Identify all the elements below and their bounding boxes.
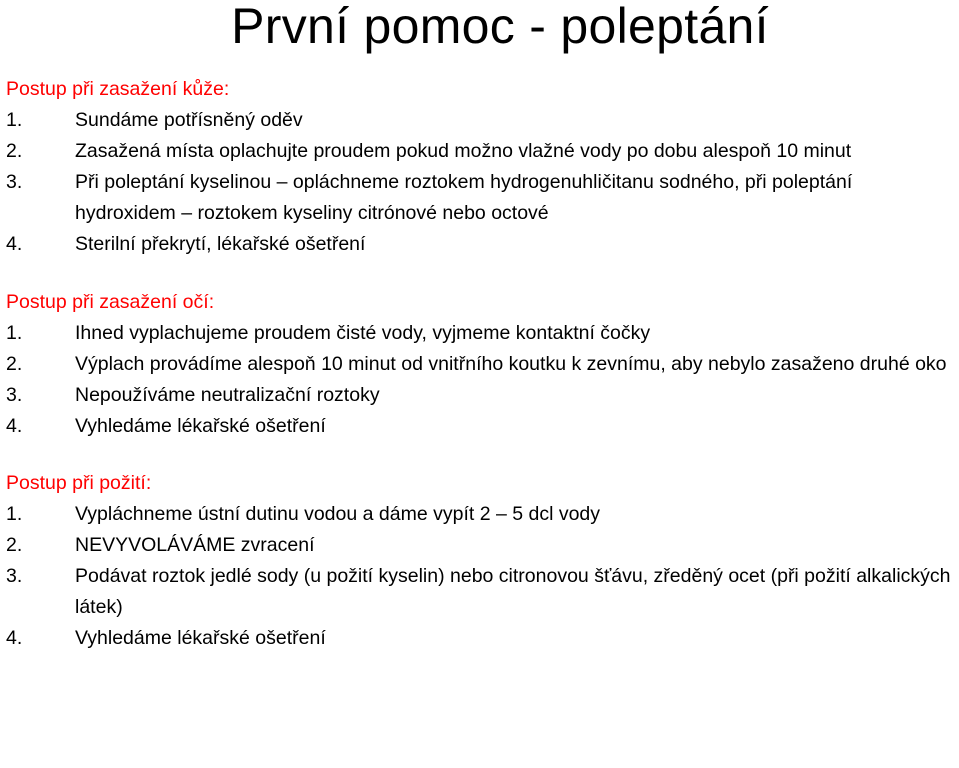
list-item [6,318,956,349]
item-text: Při poleptání kyselinou – opláchneme roztokem hydrogenuhličitanu sodného, při poleptání hydroxidem – roztokem kyseliny citrónové nebo octové [75,171,853,224]
list-item [6,136,956,167]
item-number: 4. [6,415,23,437]
item-text: Zasažená místa oplachujte proudem pokud možno vlažné vody po dobu alespoň 10 minut [75,140,852,162]
steps-list-skin [6,105,956,260]
section-eyes [6,285,956,442]
item-number: 4. [6,627,23,649]
item-number: 2. [6,534,23,556]
list-item [6,530,956,561]
item-text: Nepoužíváme neutralizační roztoky [75,384,380,406]
item-number: 3. [6,565,23,587]
content-body [6,74,956,654]
item-text: Vyhledáme lékařské ošetření [75,415,326,437]
list-item [6,499,956,530]
section-heading-skin: Postup při zasažení kůže: [6,78,230,100]
list-item [6,349,956,380]
section-ingestion [6,468,956,654]
steps-list-ingestion [6,499,956,654]
list-item [6,411,956,442]
item-number: 1. [6,109,23,131]
list-item [6,167,956,229]
list-item [6,105,956,136]
list-item [6,623,956,654]
item-text: Vypláchneme ústní dutinu vodou a dáme vypít 2 – 5 dcl vody [75,503,601,525]
item-text: Výplach provádíme alespoň 10 minut od vnitřního koutku k zevnímu, aby nebylo zasaženo druhé oko [75,353,947,375]
item-text: Podávat roztok jedlé sody (u požití kyselin) nebo citronovou šťávu, zředěný ocet (při požití alkalických látek) [75,565,951,618]
section-spacer [6,442,956,468]
section-skin [6,74,956,260]
item-number: 1. [6,503,23,525]
section-spacer [6,260,956,285]
item-text: Sundáme potřísněný oděv [75,109,303,131]
item-text: Ihned vyplachujeme proudem čisté vody, vyjmeme kontaktní čočky [75,322,651,344]
list-item [6,229,956,260]
item-number: 1. [6,322,23,344]
item-number: 3. [6,171,23,193]
item-number: 2. [6,353,23,375]
item-text: Sterilní překrytí, lékařské ošetření [75,233,366,255]
item-number: 2. [6,140,23,162]
item-number: 3. [6,384,23,406]
section-heading-ingestion: Postup při požití: [6,472,152,494]
item-text: NEVYVOLÁVÁME zvracení [75,534,315,556]
page-title: První pomoc - poleptání [231,0,769,54]
item-text: Vyhledáme lékařské ošetření [75,627,326,649]
item-number: 4. [6,233,23,255]
steps-list-eyes [6,318,956,442]
list-item [6,561,956,623]
list-item [6,380,956,411]
section-heading-eyes: Postup při zasažení očí: [6,291,215,313]
